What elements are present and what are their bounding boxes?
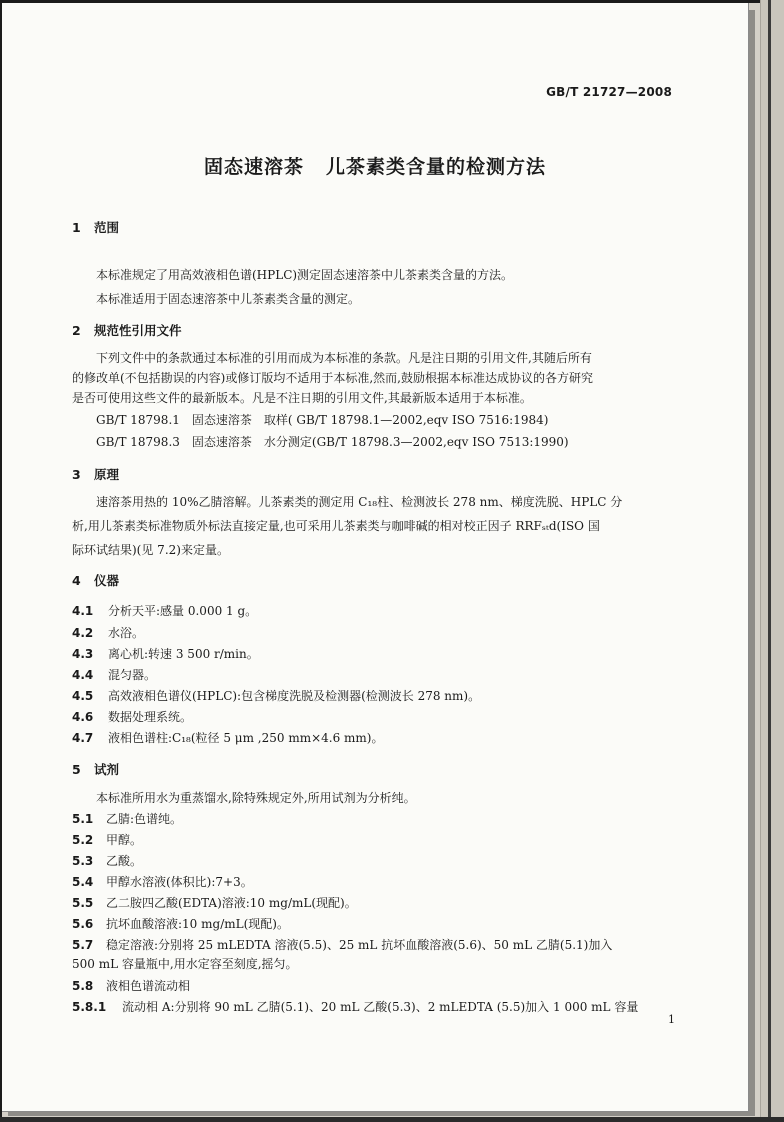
list-item-continuation: 500 mL 容量瓶中,用水定容至刻度,摇匀。 xyxy=(72,957,298,971)
page-number: 1 xyxy=(668,1013,675,1026)
section-title: 原理 xyxy=(94,467,120,482)
title-part-1: 固态速溶茶 xyxy=(203,156,304,178)
viewer-scrollbar-divider xyxy=(768,0,771,1122)
item-number: 5.7 xyxy=(72,938,94,952)
list-item xyxy=(72,625,144,641)
item-text: 乙腈:色谱纯。 xyxy=(106,812,183,826)
section-title: 试剂 xyxy=(94,762,120,777)
s2-reference-1: GB/T 18798.1 固态速溶茶 取样( GB/T 18798.1—2002,eqv ISO 7516:1984) xyxy=(96,413,549,427)
item-text: 液相色谱流动相 xyxy=(106,979,191,993)
section-3-heading xyxy=(72,467,119,483)
item-number: 4.4 xyxy=(72,668,94,682)
section-number: 5 xyxy=(72,762,81,777)
item-number: 5.1 xyxy=(72,812,94,826)
s2-line-2: 的修改单(不包括勘误的内容)或修订版均不适用于本标准,然而,鼓励根据本标准达成协议的各方研究 xyxy=(72,371,593,385)
viewer-scrollbar-track[interactable] xyxy=(760,0,784,1122)
list-item xyxy=(72,688,480,704)
section-5-heading xyxy=(72,762,119,778)
item-text: 稳定溶液:分别将 25 mLEDTA 溶液(5.5)、25 mL 抗坏血酸溶液(5.6)、50 mL 乙腈(5.1)加入 xyxy=(106,938,613,952)
window-bottom-border xyxy=(0,1117,784,1122)
list-item xyxy=(72,832,142,848)
item-number: 5.8.1 xyxy=(72,1000,107,1014)
item-text: 水浴。 xyxy=(108,626,145,640)
s5-intro: 本标准所用水为重蒸馏水,除特殊规定外,所用试剂为分析纯。 xyxy=(96,791,416,805)
item-number: 4.1 xyxy=(72,604,94,618)
document-title xyxy=(2,152,748,179)
section-4-heading xyxy=(72,573,119,589)
section-2-heading xyxy=(72,323,182,339)
item-number: 5.2 xyxy=(72,833,94,847)
s2-line-1: 下列文件中的条款通过本标准的引用而成为本标准的条款。凡是注日期的引用文件,其随后所有 xyxy=(96,351,592,365)
item-number: 5.5 xyxy=(72,896,94,910)
item-text: 乙酸。 xyxy=(106,854,143,868)
list-item xyxy=(72,853,142,869)
item-text: 高效液相色谱仪(HPLC):包含梯度洗脱及检测器(检测波长 278 nm)。 xyxy=(108,689,481,703)
s3-line-2: 析,用儿茶素类标准物质外标法直接定量,也可采用儿茶素类与咖啡碱的相对校正因子 RRFₛₜd(ISO 国 xyxy=(72,519,600,533)
list-item xyxy=(72,874,253,890)
item-text: 液相色谱柱:C₁₈(粒径 5 μm ,250 mm×4.6 mm)。 xyxy=(108,731,384,745)
section-number: 2 xyxy=(72,323,81,338)
item-text: 混匀器。 xyxy=(108,668,157,682)
item-text: 离心机:转速 3 500 r/min。 xyxy=(108,647,259,661)
standard-number: GB/T 21727—2008 xyxy=(546,85,672,99)
list-item xyxy=(72,667,156,683)
item-text: 流动相 A:分别将 90 mL 乙腈(5.1)、20 mL 乙酸(5.3)、2 mLEDTA (5.5)加入 1 000 mL 容量 xyxy=(122,1000,639,1014)
section-title: 范围 xyxy=(94,220,120,235)
s1-paragraph-1: 本标准规定了用高效液相色谱(HPLC)测定固态速溶茶中儿茶素类含量的方法。 xyxy=(96,268,514,282)
item-text: 甲醇水溶液(体积比):7+3。 xyxy=(106,875,253,889)
section-1-heading xyxy=(72,220,119,236)
section-title: 仪器 xyxy=(94,573,120,588)
item-text: 数据处理系统。 xyxy=(108,710,193,724)
section-title: 规范性引用文件 xyxy=(94,323,182,338)
list-item xyxy=(72,916,289,932)
item-number: 5.4 xyxy=(72,875,94,889)
s3-line-3: 际环试结果)(见 7.2)来定量。 xyxy=(72,543,229,557)
list-item xyxy=(72,730,383,746)
s2-reference-2: GB/T 18798.3 固态速溶茶 水分测定(GB/T 18798.3—2002,eqv ISO 7513:1990) xyxy=(96,435,569,449)
list-item xyxy=(72,811,182,827)
item-number: 4.5 xyxy=(72,689,94,703)
item-number: 5.6 xyxy=(72,917,94,931)
s2-line-3: 是否可使用这些文件的最新版本。凡是不注日期的引用文件,其最新版本适用于本标准。 xyxy=(72,391,532,405)
item-number: 4.7 xyxy=(72,731,94,745)
list-item xyxy=(72,895,357,911)
s1-paragraph-2: 本标准适用于固态速溶茶中儿茶素类含量的测定。 xyxy=(96,292,361,306)
item-text: 甲醇。 xyxy=(106,833,143,847)
item-number: 5.3 xyxy=(72,854,94,868)
list-item xyxy=(72,603,257,619)
item-number: 4.6 xyxy=(72,710,94,724)
title-part-2: 儿茶素类含量的检测方法 xyxy=(326,156,547,178)
s3-line-1: 速溶茶用热的 10%乙腈溶解。儿茶素类的测定用 C₁₈柱、检测波长 278 nm、梯度洗脱、HPLC 分 xyxy=(96,495,623,509)
document-page xyxy=(2,3,749,1112)
page-shadow-right xyxy=(749,10,755,1113)
item-text: 分析天平:感量 0.000 1 g。 xyxy=(108,604,258,618)
item-text: 乙二胺四乙酸(EDTA)溶液:10 mg/mL(现配)。 xyxy=(106,896,357,910)
list-item xyxy=(72,646,259,662)
item-number: 4.2 xyxy=(72,626,94,640)
list-item xyxy=(72,978,190,994)
section-number: 1 xyxy=(72,220,81,235)
item-number: 5.8 xyxy=(72,979,94,993)
list-item xyxy=(72,999,638,1015)
section-number: 3 xyxy=(72,467,81,482)
list-item xyxy=(72,937,612,953)
section-number: 4 xyxy=(72,573,81,588)
item-text: 抗坏血酸溶液:10 mg/mL(现配)。 xyxy=(106,917,289,931)
item-number: 4.3 xyxy=(72,647,94,661)
list-item xyxy=(72,709,192,725)
